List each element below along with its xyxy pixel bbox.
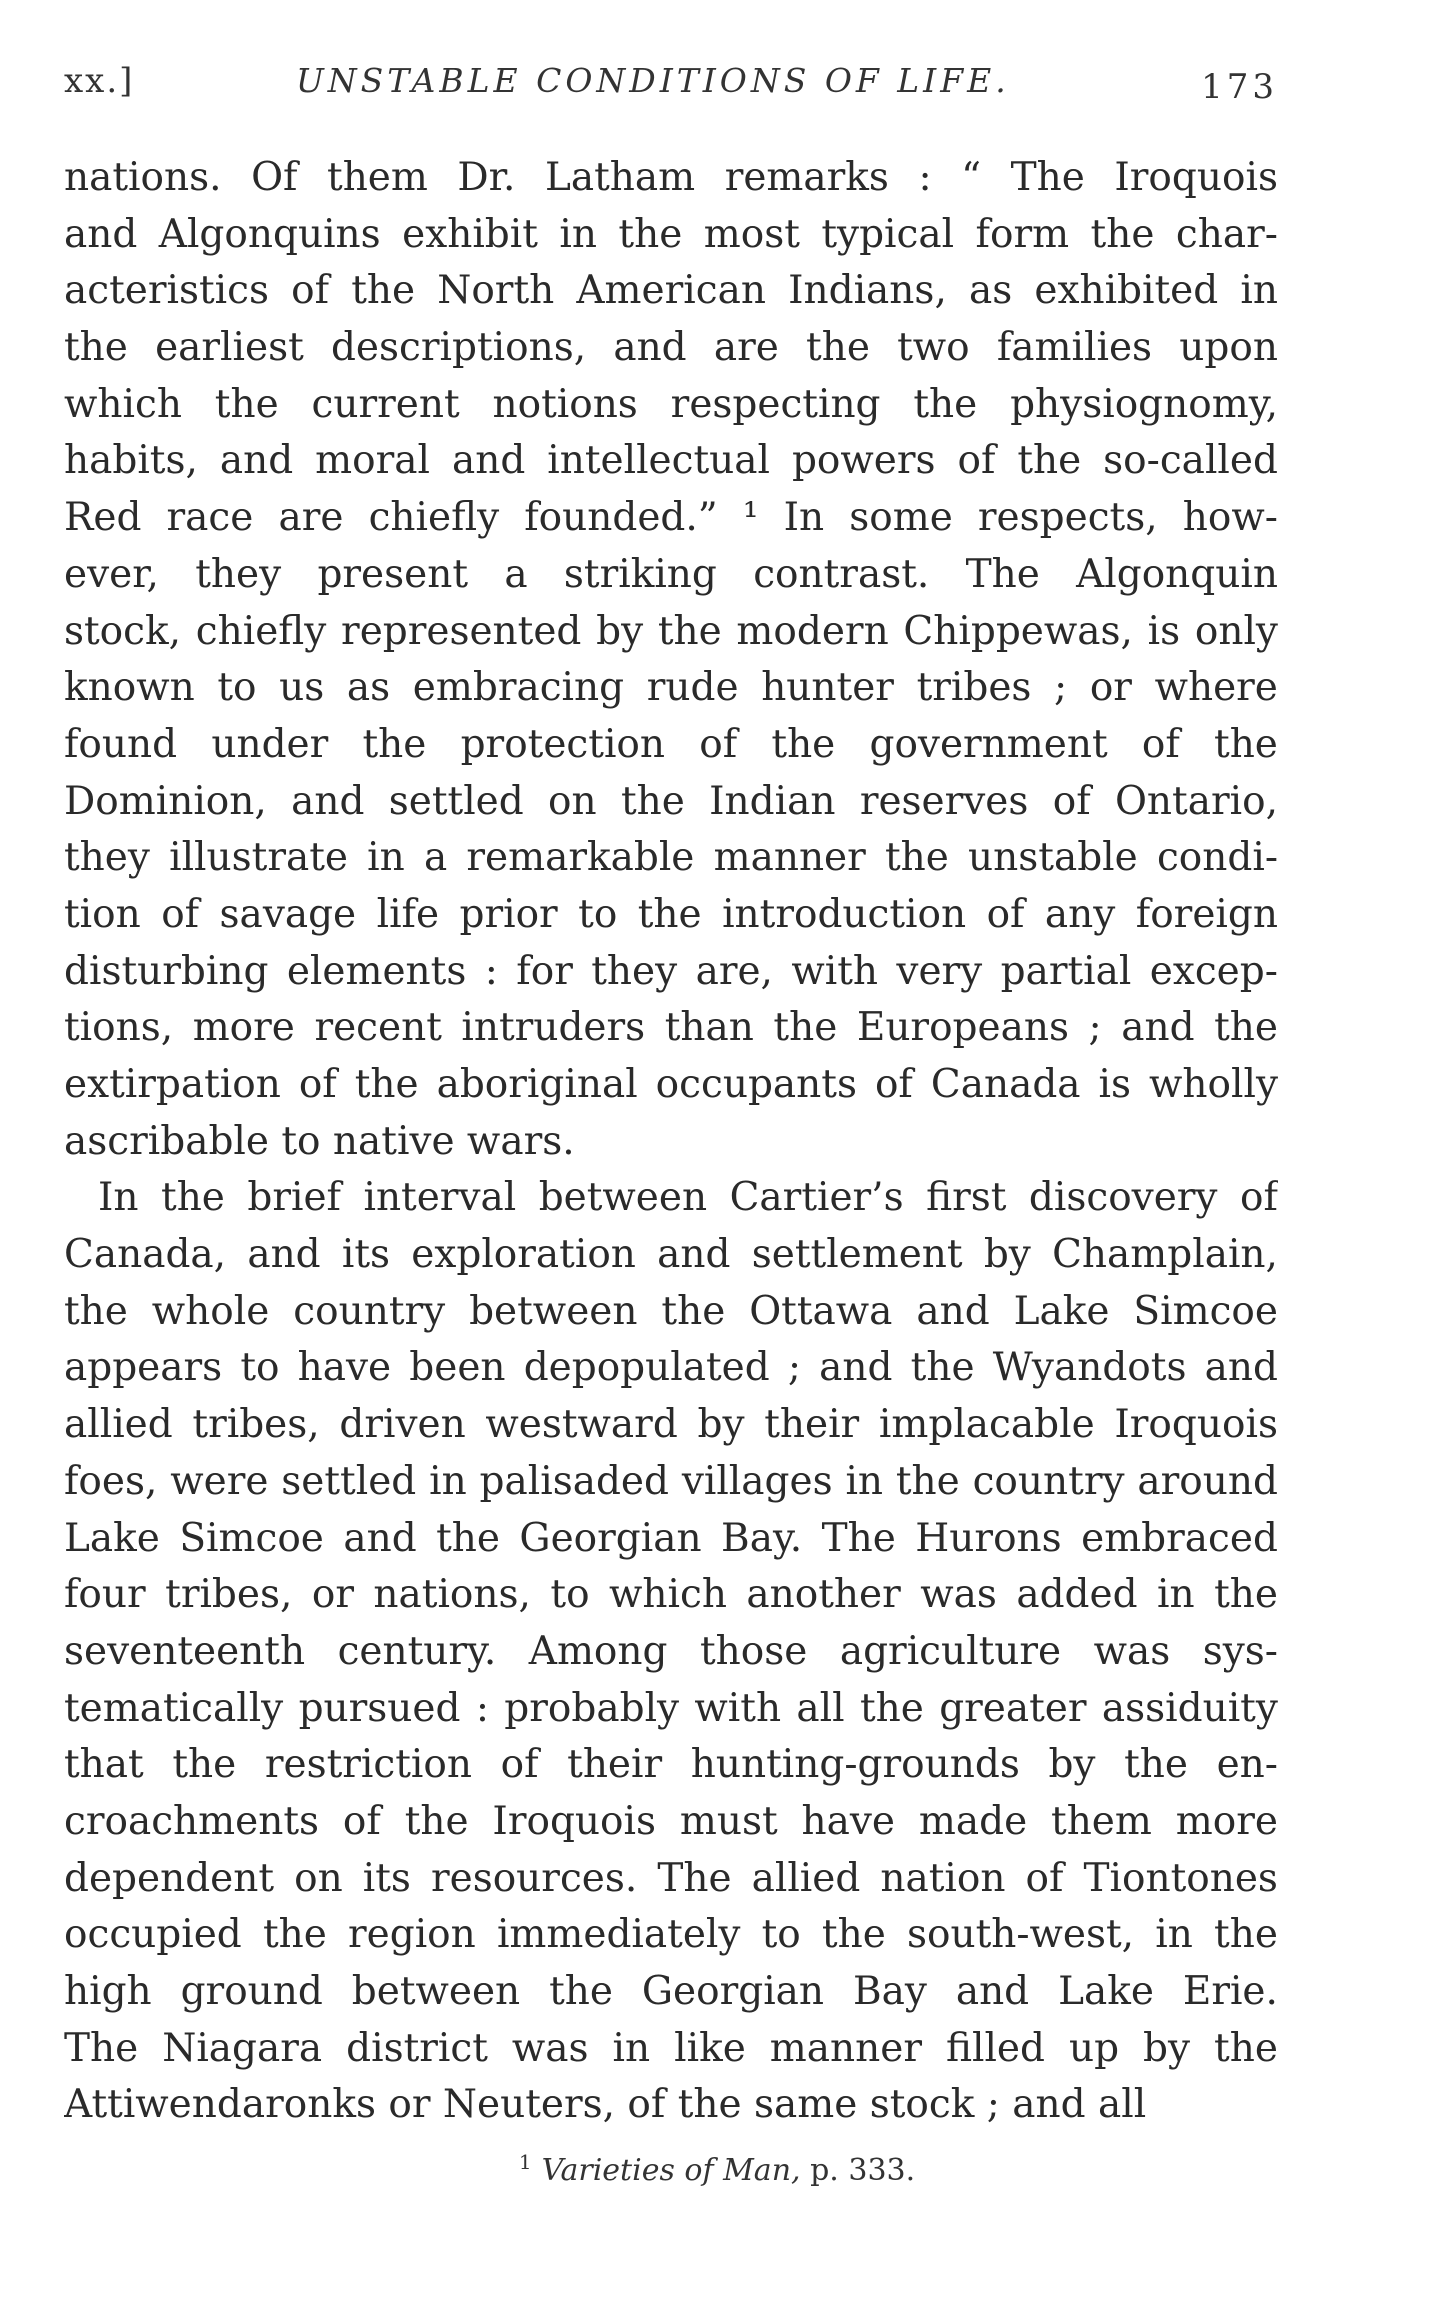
text-line: that the restriction of their hunting-grounds by the en- <box>64 1742 1278 1788</box>
running-title: UNSTABLE CONDITIONS OF LIFE. <box>296 61 1010 100</box>
text-line: ascribable to native wars. <box>64 1118 575 1164</box>
text-line: the whole country between the Ottawa and Lake Simcoe <box>64 1288 1278 1334</box>
text-line: ever, they present a striking contrast. The Algonquin <box>64 551 1278 597</box>
body-text <box>64 150 1278 2134</box>
text-line: extirpation of the aboriginal occupants of Canada is wholly <box>64 1062 1278 1107</box>
text-line: high ground between the Georgian Bay and Lake Erie. <box>64 1969 1278 2014</box>
text-line: four tribes, or nations, to which another was added in the <box>64 1572 1278 1618</box>
text-line: croachments of the Iroquois must have made them more <box>64 1798 1278 1844</box>
footnote-reference: p. 333. <box>810 2153 916 2188</box>
text-line: they illustrate in a remarkable manner the unstable condi- <box>64 835 1278 881</box>
text-line: dependent on its resources. The allied nation of Tiontones <box>64 1855 1278 1901</box>
text-line: Red race are chiefly founded.” ¹ In some respects, how- <box>64 495 1278 541</box>
text-line: habits, and moral and intellectual powers of the so-called <box>64 438 1278 484</box>
text-line: appears to have been depopulated ; and the Wyandots and <box>64 1345 1278 1391</box>
text-line: seventeenth century. Among those agriculture was sys- <box>64 1628 1278 1674</box>
text-line: occupied the region immediately to the south-west, in the <box>64 1912 1278 1958</box>
text-line: and Algonquins exhibit in the most typical form the char- <box>64 211 1278 257</box>
text-line: the earliest descriptions, and are the two families upon <box>64 325 1278 371</box>
text-line: Dominion, and settled on the Indian reserves of Ontario, <box>64 778 1278 824</box>
text-line: stock, chiefly represented by the modern Chippewas, is only <box>64 608 1278 654</box>
text-line: The Niagara district was in like manner filled up by the <box>64 2025 1278 2071</box>
text-line: disturbing elements : for they are, with very partial excep- <box>64 948 1278 994</box>
chapter-marker: xx.] <box>64 61 135 101</box>
footnote-mark: 1 <box>518 2150 532 2174</box>
text-line: Canada, and its exploration and settlement by Champlain, <box>64 1232 1278 1278</box>
text-line: Lake Simcoe and the Georgian Bay. The Hurons embraced <box>64 1515 1278 1561</box>
text-line: nations. Of them Dr. Latham remarks : “ The Iroquois <box>64 155 1278 200</box>
text-line: Attiwendaronks or Neuters, of the same stock ; and all <box>64 2082 1147 2128</box>
text-line: In the brief interval between Cartier’s first discovery of <box>98 1175 1278 1221</box>
footnote <box>0 2142 1434 2191</box>
text-line: tion of savage life prior to the introduction of any foreign <box>64 891 1278 937</box>
text-line: allied tribes, driven westward by their implacable Iroquois <box>64 1402 1278 1448</box>
text-line: foes, were settled in palisaded villages in the country around <box>64 1458 1278 1504</box>
text-line: which the current notions respecting the physiognomy, <box>64 381 1278 427</box>
text-line: known to us as embracing rude hunter tribes ; or where <box>64 665 1278 711</box>
text-line: acteristics of the North American Indians, as exhibited in <box>64 268 1278 314</box>
text-line: found under the protection of the government of the <box>64 721 1278 767</box>
text-line: tions, more recent intruders than the Europeans ; and the <box>64 1005 1278 1051</box>
footnote-title: Varieties of Man, <box>541 2153 801 2188</box>
running-head <box>64 56 1278 106</box>
page-number: 173 <box>1201 67 1278 107</box>
text-line: tematically pursued : probably with all the greater assiduity <box>64 1685 1278 1731</box>
